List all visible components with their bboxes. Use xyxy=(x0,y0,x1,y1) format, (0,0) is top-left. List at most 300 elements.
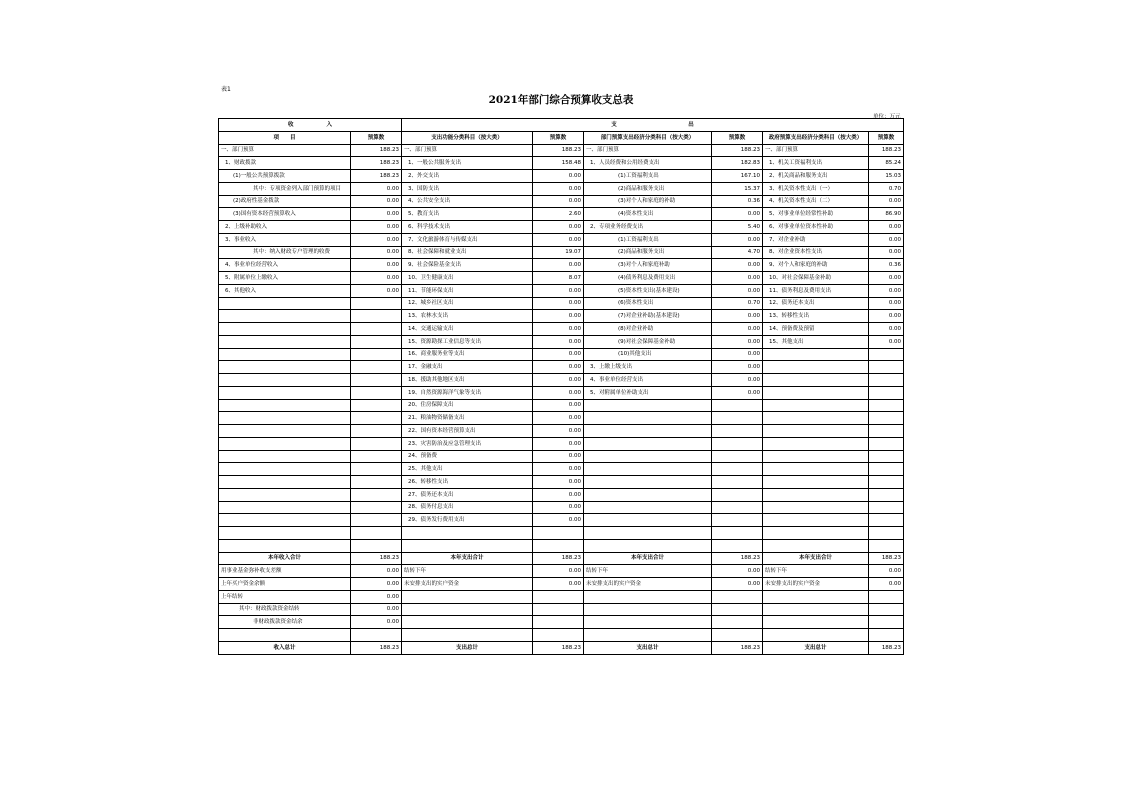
gov-econ-value: 0.00 xyxy=(869,310,904,323)
dept-econ-value xyxy=(712,463,763,476)
gov-econ-value xyxy=(869,437,904,450)
income-value xyxy=(351,386,402,399)
dept-econ-item: (5)资本性支出(基本建设) xyxy=(584,284,712,297)
func-value: 0.00 xyxy=(533,259,584,272)
income-value: 188.23 xyxy=(351,170,402,183)
func-value: 0.00 xyxy=(533,374,584,387)
func-item: 16、商业服务业等支出 xyxy=(402,348,533,361)
dept-econ-item xyxy=(584,501,712,514)
table-label: 表1 xyxy=(221,86,231,93)
dept-econ-value xyxy=(712,476,763,489)
func-value: 8.07 xyxy=(533,272,584,285)
gov-econ-value: 0.00 xyxy=(869,284,904,297)
dept-econ-item xyxy=(584,603,712,616)
income-value: 0.00 xyxy=(351,246,402,259)
gov-econ-item xyxy=(763,616,869,629)
expense-group-header: 支 出 xyxy=(402,119,904,132)
table-row xyxy=(219,272,904,285)
dept-econ-item: 支出总计 xyxy=(584,641,712,654)
func-value: 0.00 xyxy=(533,399,584,412)
func-item: 本年支出合计 xyxy=(402,552,533,565)
table-row xyxy=(219,297,904,310)
dept-econ-value xyxy=(712,501,763,514)
gov-econ-item: 支出总计 xyxy=(763,641,869,654)
dept-econ-value: 0.00 xyxy=(712,348,763,361)
func-value: 0.00 xyxy=(533,437,584,450)
income-item xyxy=(219,425,351,438)
col-header-dept-econ: 部门预算支出经济分类科目（按大类） xyxy=(584,131,712,144)
table-row xyxy=(219,323,904,336)
income-item xyxy=(219,297,351,310)
gov-econ-value: 188.23 xyxy=(869,144,904,157)
func-value: 0.00 xyxy=(533,182,584,195)
income-item: 一、部门预算 xyxy=(219,144,351,157)
income-item xyxy=(219,361,351,374)
dept-econ-value: 0.00 xyxy=(712,208,763,221)
func-item: 29、债务发行费用支出 xyxy=(402,514,533,527)
income-value xyxy=(351,412,402,425)
table-row xyxy=(219,527,904,540)
income-value: 0.00 xyxy=(351,221,402,234)
table-row xyxy=(219,616,904,629)
gov-econ-item: 未安排支出的实户资金 xyxy=(763,578,869,591)
dept-econ-value xyxy=(712,527,763,540)
dept-econ-value: 0.70 xyxy=(712,297,763,310)
dept-econ-item: (1)工资福利支出 xyxy=(584,170,712,183)
func-item: 14、交通运输支出 xyxy=(402,323,533,336)
dept-econ-item: 1、人员经费和公用经费支出 xyxy=(584,157,712,170)
income-value: 0.00 xyxy=(351,284,402,297)
table-row xyxy=(219,501,904,514)
func-value: 0.00 xyxy=(533,361,584,374)
income-item xyxy=(219,399,351,412)
gov-econ-value xyxy=(869,539,904,552)
dept-econ-value: 0.00 xyxy=(712,259,763,272)
income-value: 0.00 xyxy=(351,578,402,591)
table-row xyxy=(219,425,904,438)
income-value: 0.00 xyxy=(351,182,402,195)
income-item: (2)政府性基金拨款 xyxy=(219,195,351,208)
income-value: 188.23 xyxy=(351,552,402,565)
func-value: 2.60 xyxy=(533,208,584,221)
gov-econ-item xyxy=(763,425,869,438)
func-item: 21、粮油物资储备支出 xyxy=(402,412,533,425)
dept-econ-item xyxy=(584,412,712,425)
dept-econ-item xyxy=(584,425,712,438)
func-item: 24、预备费 xyxy=(402,450,533,463)
func-value: 188.23 xyxy=(533,552,584,565)
gov-econ-value xyxy=(869,450,904,463)
gov-econ-item: 7、对企业补助 xyxy=(763,233,869,246)
gov-econ-item xyxy=(763,374,869,387)
dept-econ-item xyxy=(584,476,712,489)
income-item: 上年买户资金余额 xyxy=(219,578,351,591)
dept-econ-item xyxy=(584,463,712,476)
table-row xyxy=(219,221,904,234)
income-item xyxy=(219,450,351,463)
income-item xyxy=(219,514,351,527)
dept-econ-item xyxy=(584,539,712,552)
func-value: 0.00 xyxy=(533,221,584,234)
income-item xyxy=(219,437,351,450)
gov-econ-value: 0.00 xyxy=(869,246,904,259)
income-value xyxy=(351,437,402,450)
gov-econ-value: 0.00 xyxy=(869,297,904,310)
income-value xyxy=(351,361,402,374)
func-value: 0.00 xyxy=(533,195,584,208)
gov-econ-value: 0.00 xyxy=(869,323,904,336)
income-item: 收入总计 xyxy=(219,641,351,654)
dept-econ-value: 188.23 xyxy=(712,552,763,565)
table-row xyxy=(219,412,904,425)
func-value: 0.00 xyxy=(533,348,584,361)
dept-econ-value: 0.00 xyxy=(712,565,763,578)
dept-econ-value: 0.00 xyxy=(712,272,763,285)
income-item: 用事业基金弥补收支差额 xyxy=(219,565,351,578)
gov-econ-item: 4、机关资本性支出（二） xyxy=(763,195,869,208)
gov-econ-value xyxy=(869,399,904,412)
income-value xyxy=(351,323,402,336)
dept-econ-value: 188.23 xyxy=(712,144,763,157)
income-value xyxy=(351,450,402,463)
func-item: 11、节能环保支出 xyxy=(402,284,533,297)
dept-econ-value xyxy=(712,539,763,552)
gov-econ-value: 15.03 xyxy=(869,170,904,183)
gov-econ-value: 0.00 xyxy=(869,195,904,208)
dept-econ-item: (8)对企业补助 xyxy=(584,323,712,336)
gov-econ-value xyxy=(869,386,904,399)
income-value: 0.00 xyxy=(351,208,402,221)
func-value xyxy=(533,629,584,642)
income-value: 188.23 xyxy=(351,157,402,170)
income-value xyxy=(351,463,402,476)
income-value xyxy=(351,374,402,387)
func-item xyxy=(402,616,533,629)
income-value xyxy=(351,399,402,412)
table-row xyxy=(219,170,904,183)
income-value: 0.00 xyxy=(351,590,402,603)
func-value: 158.48 xyxy=(533,157,584,170)
func-value: 0.00 xyxy=(533,463,584,476)
col-header-func-cls: 支出功能分类科目（按大类） xyxy=(402,131,533,144)
dept-econ-item: 2、专项业务经费支出 xyxy=(584,221,712,234)
table-row xyxy=(219,208,904,221)
table-row xyxy=(219,374,904,387)
page-title: 2021年部门综合预算收支总表 xyxy=(488,94,634,106)
func-value: 188.23 xyxy=(533,144,584,157)
table-row xyxy=(219,233,904,246)
dept-econ-value xyxy=(712,514,763,527)
table-row xyxy=(219,463,904,476)
dept-econ-item: 一、部门预算 xyxy=(584,144,712,157)
dept-econ-value: 0.00 xyxy=(712,323,763,336)
func-item: 19、自然资源海洋气象等支出 xyxy=(402,386,533,399)
func-item: 15、资源勘探工业信息等支出 xyxy=(402,335,533,348)
dept-econ-value xyxy=(712,488,763,501)
table-row xyxy=(219,629,904,642)
gov-econ-value xyxy=(869,488,904,501)
gov-econ-item xyxy=(763,629,869,642)
income-item xyxy=(219,412,351,425)
func-item: 17、金融支出 xyxy=(402,361,533,374)
gov-econ-item: 3、机关资本性支出（一） xyxy=(763,182,869,195)
dept-econ-item xyxy=(584,437,712,450)
dept-econ-value: 167.10 xyxy=(712,170,763,183)
func-item: 一、部门预算 xyxy=(402,144,533,157)
dept-econ-value xyxy=(712,603,763,616)
gov-econ-item: 9、对个人和家庭的补助 xyxy=(763,259,869,272)
dept-econ-value xyxy=(712,412,763,425)
func-item xyxy=(402,527,533,540)
dept-econ-item: 3、上缴上级支出 xyxy=(584,361,712,374)
dept-econ-item: (2)商品和服务支出 xyxy=(584,246,712,259)
col-header-budget: 预算数 xyxy=(533,131,584,144)
func-value: 0.00 xyxy=(533,170,584,183)
budget-summary-table xyxy=(218,118,904,655)
gov-econ-item: 1、机关工资福利支出 xyxy=(763,157,869,170)
func-item: 7、文化旅游体育与传媒支出 xyxy=(402,233,533,246)
func-item: 9、社会保险基金支出 xyxy=(402,259,533,272)
func-item: 3、国防支出 xyxy=(402,182,533,195)
income-value xyxy=(351,425,402,438)
dept-econ-value: 0.36 xyxy=(712,195,763,208)
table-row xyxy=(219,335,904,348)
dept-econ-item xyxy=(584,616,712,629)
func-item: 23、灾害防治及应急管理支出 xyxy=(402,437,533,450)
gov-econ-value xyxy=(869,412,904,425)
gov-econ-item xyxy=(763,514,869,527)
col-header-item: 项 目 xyxy=(219,131,351,144)
gov-econ-item xyxy=(763,476,869,489)
gov-econ-item xyxy=(763,501,869,514)
table-row xyxy=(219,450,904,463)
gov-econ-item xyxy=(763,450,869,463)
func-value: 0.00 xyxy=(533,310,584,323)
gov-econ-item xyxy=(763,399,869,412)
income-value: 0.00 xyxy=(351,603,402,616)
gov-econ-item: 8、对企业资本性支出 xyxy=(763,246,869,259)
income-item xyxy=(219,323,351,336)
gov-econ-value: 0.00 xyxy=(869,272,904,285)
func-item: 5、教育支出 xyxy=(402,208,533,221)
dept-econ-item xyxy=(584,527,712,540)
func-value: 0.00 xyxy=(533,565,584,578)
func-item: 1、一般公共服务支出 xyxy=(402,157,533,170)
dept-econ-value: 15.37 xyxy=(712,182,763,195)
dept-econ-value xyxy=(712,425,763,438)
gov-econ-value xyxy=(869,527,904,540)
gov-econ-value: 0.00 xyxy=(869,221,904,234)
income-item xyxy=(219,463,351,476)
income-item: 非财政拨款资金结余 xyxy=(219,616,351,629)
func-item: 25、其他支出 xyxy=(402,463,533,476)
gov-econ-item: 6、对事业单位资本性补助 xyxy=(763,221,869,234)
dept-econ-item: 5、对附属单位补助支出 xyxy=(584,386,712,399)
dept-econ-value: 0.00 xyxy=(712,310,763,323)
table-row xyxy=(219,565,904,578)
dept-econ-value: 188.23 xyxy=(712,641,763,654)
gov-econ-value xyxy=(869,501,904,514)
dept-econ-value: 0.00 xyxy=(712,335,763,348)
dept-econ-item xyxy=(584,514,712,527)
func-item: 8、社会保障和就业支出 xyxy=(402,246,533,259)
income-value xyxy=(351,335,402,348)
income-item: 本年收入合计 xyxy=(219,552,351,565)
gov-econ-item: 15、其他支出 xyxy=(763,335,869,348)
dept-econ-item xyxy=(584,629,712,642)
income-item: 4、事业单位经营收入 xyxy=(219,259,351,272)
col-header-gov-econ: 政府预算支出经济分类科目（按大类） xyxy=(763,131,869,144)
dept-econ-item: (9)对社会保障基金补助 xyxy=(584,335,712,348)
dept-econ-item: 4、事业单位经营支出 xyxy=(584,374,712,387)
income-item xyxy=(219,348,351,361)
gov-econ-value: 188.23 xyxy=(869,641,904,654)
func-item: 未安排支出的实户资金 xyxy=(402,578,533,591)
func-value xyxy=(533,590,584,603)
gov-econ-value xyxy=(869,425,904,438)
func-item xyxy=(402,590,533,603)
gov-econ-value xyxy=(869,463,904,476)
dept-econ-item: (4)资本性支出 xyxy=(584,208,712,221)
gov-econ-value xyxy=(869,629,904,642)
gov-econ-item: 14、预备费及预留 xyxy=(763,323,869,336)
func-value xyxy=(533,527,584,540)
income-value: 0.00 xyxy=(351,233,402,246)
income-value: 0.00 xyxy=(351,565,402,578)
func-item xyxy=(402,539,533,552)
dept-econ-item: 结转下年 xyxy=(584,565,712,578)
gov-econ-item xyxy=(763,437,869,450)
func-item: 12、城乡社区支出 xyxy=(402,297,533,310)
gov-econ-item xyxy=(763,603,869,616)
func-value: 0.00 xyxy=(533,412,584,425)
gov-econ-value: 0.00 xyxy=(869,565,904,578)
income-value xyxy=(351,527,402,540)
gov-econ-item: 12、债务还本支出 xyxy=(763,297,869,310)
table-row xyxy=(219,488,904,501)
func-item: 结转下年 xyxy=(402,565,533,578)
unit-label: 单位：万元 xyxy=(873,114,901,120)
func-value: 0.00 xyxy=(533,386,584,399)
table-row xyxy=(219,284,904,297)
table-row xyxy=(219,348,904,361)
gov-econ-value: 0.00 xyxy=(869,233,904,246)
col-header-budget: 预算数 xyxy=(869,131,904,144)
income-item xyxy=(219,476,351,489)
income-item: 其中：专项资金列入部门预算的项目 xyxy=(219,182,351,195)
table-row xyxy=(219,590,904,603)
gov-econ-item xyxy=(763,348,869,361)
func-item: 6、科学技术支出 xyxy=(402,221,533,234)
gov-econ-item xyxy=(763,412,869,425)
gov-econ-item xyxy=(763,539,869,552)
func-value: 0.00 xyxy=(533,233,584,246)
dept-econ-item: 未安排支出的实户资金 xyxy=(584,578,712,591)
func-value: 19.07 xyxy=(533,246,584,259)
dept-econ-item: (1)工资福利支出 xyxy=(584,233,712,246)
func-value: 0.00 xyxy=(533,514,584,527)
gov-econ-value xyxy=(869,374,904,387)
gov-econ-value xyxy=(869,476,904,489)
func-item: 10、卫生健康支出 xyxy=(402,272,533,285)
income-item: 2、上级补助收入 xyxy=(219,221,351,234)
table-row xyxy=(219,182,904,195)
func-item: 4、公共安全支出 xyxy=(402,195,533,208)
income-item: 上年结转 xyxy=(219,590,351,603)
income-item xyxy=(219,335,351,348)
gov-econ-item: 13、转移性支出 xyxy=(763,310,869,323)
gov-econ-value: 0.00 xyxy=(869,578,904,591)
income-item: (3)国有资本经营预算收入 xyxy=(219,208,351,221)
gov-econ-item: 一、部门预算 xyxy=(763,144,869,157)
func-item: 28、债务付息支出 xyxy=(402,501,533,514)
func-item xyxy=(402,603,533,616)
income-value xyxy=(351,476,402,489)
income-item xyxy=(219,539,351,552)
gov-econ-item: 本年支出合计 xyxy=(763,552,869,565)
col-header-budget: 预算数 xyxy=(712,131,763,144)
dept-econ-value: 0.00 xyxy=(712,578,763,591)
func-item: 支出总计 xyxy=(402,641,533,654)
dept-econ-item: (6)资本性支出 xyxy=(584,297,712,310)
gov-econ-value xyxy=(869,361,904,374)
func-value: 0.00 xyxy=(533,425,584,438)
dept-econ-value: 182.83 xyxy=(712,157,763,170)
dept-econ-value: 4.70 xyxy=(712,246,763,259)
income-group-header: 收 入 xyxy=(219,119,402,132)
dept-econ-value xyxy=(712,629,763,642)
gov-econ-item xyxy=(763,590,869,603)
dept-econ-value: 0.00 xyxy=(712,284,763,297)
func-item: 22、国有资本经营预算支出 xyxy=(402,425,533,438)
dept-econ-item: (3)对个人和家庭的补助 xyxy=(584,195,712,208)
dept-econ-item xyxy=(584,450,712,463)
func-item: 20、住房保障支出 xyxy=(402,399,533,412)
func-value: 0.00 xyxy=(533,335,584,348)
func-item: 13、农林水支出 xyxy=(402,310,533,323)
table-row xyxy=(219,144,904,157)
income-item xyxy=(219,629,351,642)
income-value xyxy=(351,488,402,501)
func-item xyxy=(402,629,533,642)
income-value xyxy=(351,310,402,323)
gov-econ-value: 0.36 xyxy=(869,259,904,272)
func-value: 0.00 xyxy=(533,284,584,297)
dept-econ-value: 0.00 xyxy=(712,233,763,246)
gov-econ-value xyxy=(869,514,904,527)
gov-econ-item: 2、机关商品和服务支出 xyxy=(763,170,869,183)
income-value: 0.00 xyxy=(351,195,402,208)
gov-econ-value: 0.00 xyxy=(869,335,904,348)
dept-econ-value xyxy=(712,437,763,450)
income-value xyxy=(351,514,402,527)
income-value xyxy=(351,629,402,642)
table-row xyxy=(219,539,904,552)
gov-econ-value xyxy=(869,603,904,616)
table-row xyxy=(219,195,904,208)
table-row xyxy=(219,310,904,323)
dept-econ-value xyxy=(712,450,763,463)
income-item: 5、附属单位上缴收入 xyxy=(219,272,351,285)
table-row xyxy=(219,246,904,259)
income-item xyxy=(219,527,351,540)
func-value: 0.00 xyxy=(533,501,584,514)
gov-econ-value xyxy=(869,590,904,603)
table-row xyxy=(219,437,904,450)
income-value: 0.00 xyxy=(351,616,402,629)
table-row xyxy=(219,476,904,489)
table-row xyxy=(219,361,904,374)
